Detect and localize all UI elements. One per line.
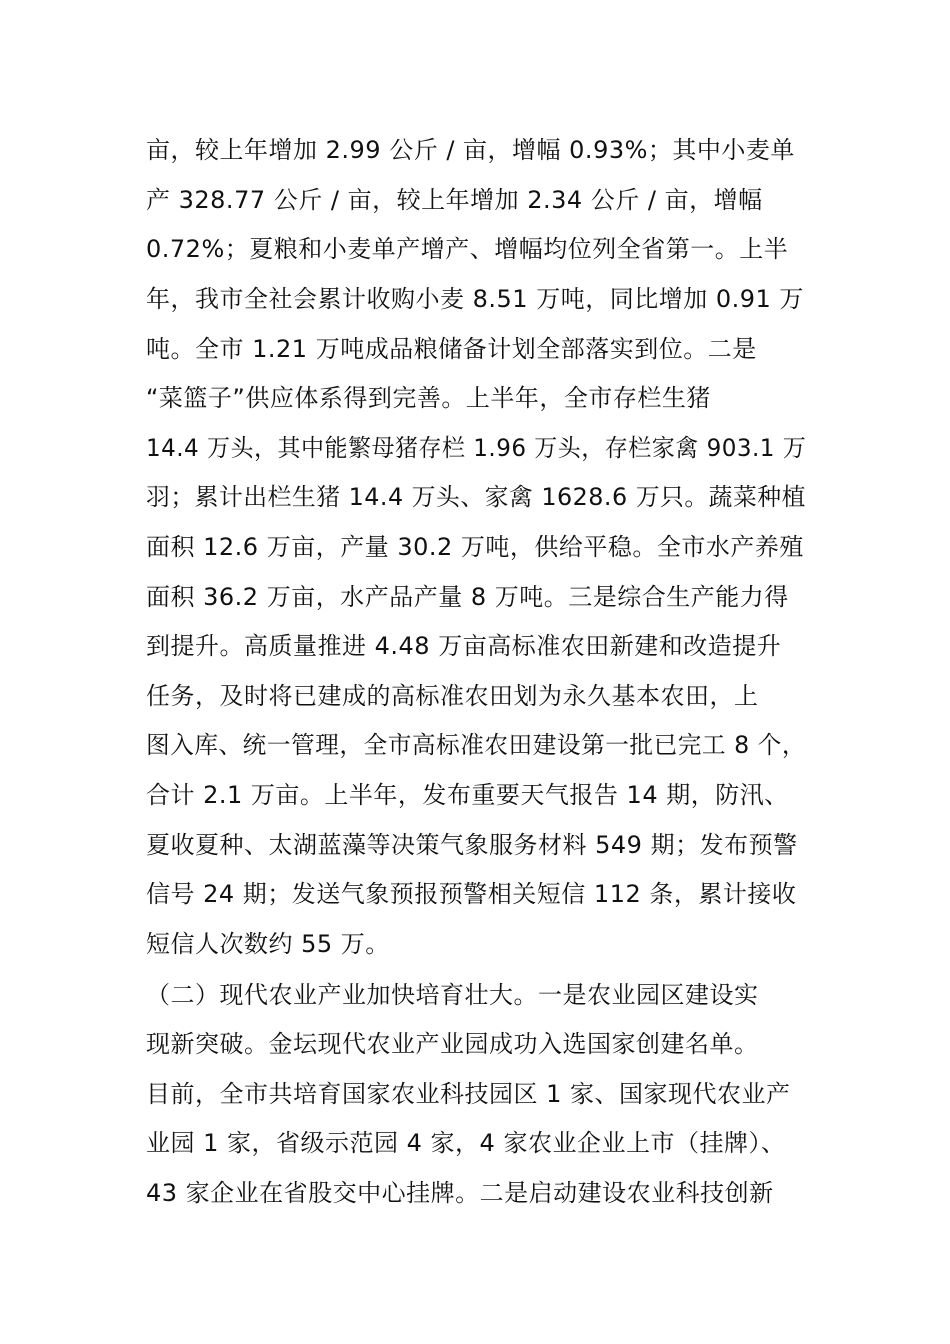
text-line: 14.4 万头，其中能繁母猪存栏 1.96 万头，存栏家禽 903.1 万 — [146, 434, 807, 462]
text-line: 夏收夏种、太湖蓝藻等决策气象服务材料 549 期；发布预警 — [146, 831, 798, 859]
text-line: 任务，及时将已建成的高标准农田划为永久基本农田，上 — [146, 682, 759, 710]
text-line: 现新突破。金坛现代农业产业园成功入选国家创建名单。 — [146, 1030, 759, 1058]
text-line: 短信人次数约 55 万。 — [146, 930, 390, 958]
text-line: 年，我市全社会累计收购小麦 8.51 万吨，同比增加 0.91 万 — [146, 285, 804, 313]
text-line: 羽；累计出栏生猪 14.4 万头、家禽 1628.6 万只。蔬菜种植 — [146, 483, 806, 511]
text-line: 到提升。高质量推进 4.48 万亩高标准农田新建和改造提升 — [146, 632, 782, 660]
text-line: 43 家企业在省股交中心挂牌。二是启动建设农业科技创新 — [146, 1179, 774, 1207]
text-line: 吨。全市 1.21 万吨成品粮储备计划全部落实到位。二是 — [146, 335, 757, 363]
text-line: 合计 2.1 万亩。上半年，发布重要天气报告 14 期，防汛、 — [146, 781, 789, 809]
text-line: 目前，全市共培育国家农业科技园区 1 家、国家现代农业产 — [146, 1080, 791, 1108]
text-line: 面积 36.2 万亩，水产品产量 8 万吨。三是综合生产能力得 — [146, 583, 789, 611]
text-line: 亩，较上年增加 2.99 公斤 / 亩，增幅 0.93%；其中小麦单 — [146, 136, 795, 164]
text-line: 0.72%；夏粮和小麦单产增产、增幅均位列全省第一。上半 — [146, 235, 789, 263]
text-line: 业园 1 家，省级示范园 4 家，4 家农业企业上市（挂牌）、 — [146, 1129, 786, 1157]
text-line: 信号 24 期；发送气象预报预警相关短信 112 条，累计接收 — [146, 880, 797, 908]
text-line: “菜篮子”供应体系得到完善。上半年，全市存栏生猪 — [146, 384, 711, 412]
text-line: 产 328.77 公斤 / 亩，较上年增加 2.34 公斤 / 亩，增幅 — [146, 186, 763, 214]
text-line: 面积 12.6 万亩，产量 30.2 万吨，供给平稳。全市水产养殖 — [146, 533, 804, 561]
text-line: 图入库、统一管理，全市高标准农田建设第一批已完工 8 个， — [146, 731, 807, 759]
section-heading-line: （二）现代农业产业加快培育壮大。一是农业园区建设实 — [146, 981, 759, 1009]
